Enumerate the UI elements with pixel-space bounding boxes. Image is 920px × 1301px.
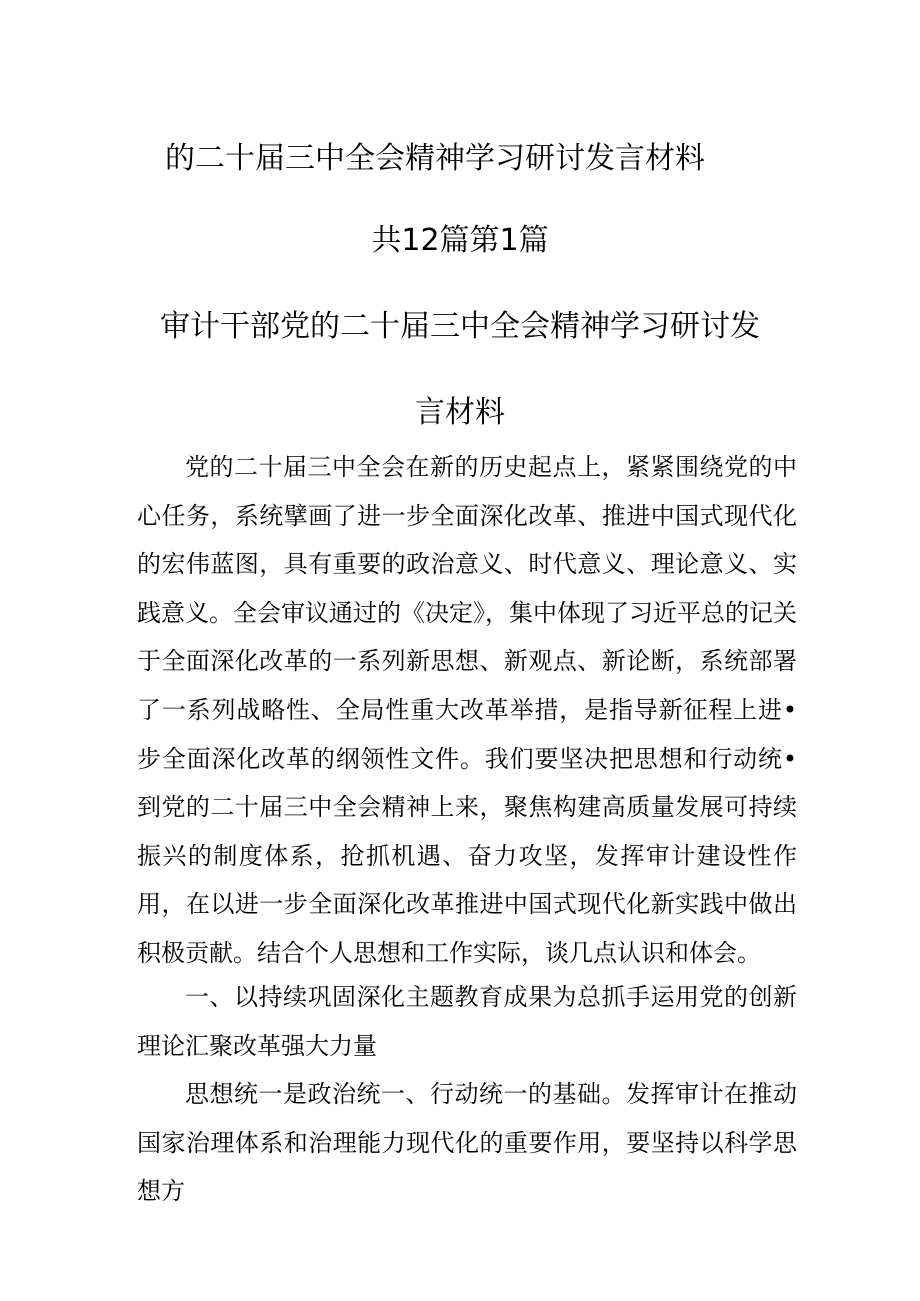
article-title-line-2: 言材料 xyxy=(415,395,505,430)
body-paragraph: 思想统一是政治统一、行动统一的基础。发挥审计在推动国家治理体系和治理能力现代化的重要作用，要坚持以科学思想方 xyxy=(137,1080,797,1206)
document-title-line-1: 的二十届三中全会精神学习研讨发言材料 xyxy=(165,141,705,176)
body-paragraph: 党的二十届三中全会在新的历史起点上，紧紧围绕党的中心任务，系统擘画了进一步全面深化改革、推进中国式现代化的宏伟蓝图，具有重要的政治意义、时代意义、理论意义、实践意义。全会审议通过的《决定》，集中体现了习近平总的记关于全面深化改革的一系列新思想、新观点、新论断，系统部署了一系列战略性、全局性重大改革举措，是指导新征程上进•步全面深化改革的纲领性文件。我们要坚决把思想和行动统•到党的二十届三中全会精神上来，聚焦构建高质量发展可持续振兴的制度体系，抢抓机遇、奋力攻坚，发挥审计建设性作用，在以进一步全面深化改革推进中国式现代化新实践中做出积极贡献。结合个人思想和工作实际，谈几点认识和体会。 xyxy=(137,453,797,967)
document-title-line-2: 共12篇第1篇 xyxy=(371,223,549,258)
section-heading: 一、以持续巩固深化主题教育成果为总抓手运用党的创新理论汇聚改革强大力量 xyxy=(137,983,797,1060)
article-title-line-1: 审计干部党的二十届三中全会精神学习研讨发 xyxy=(160,309,760,344)
